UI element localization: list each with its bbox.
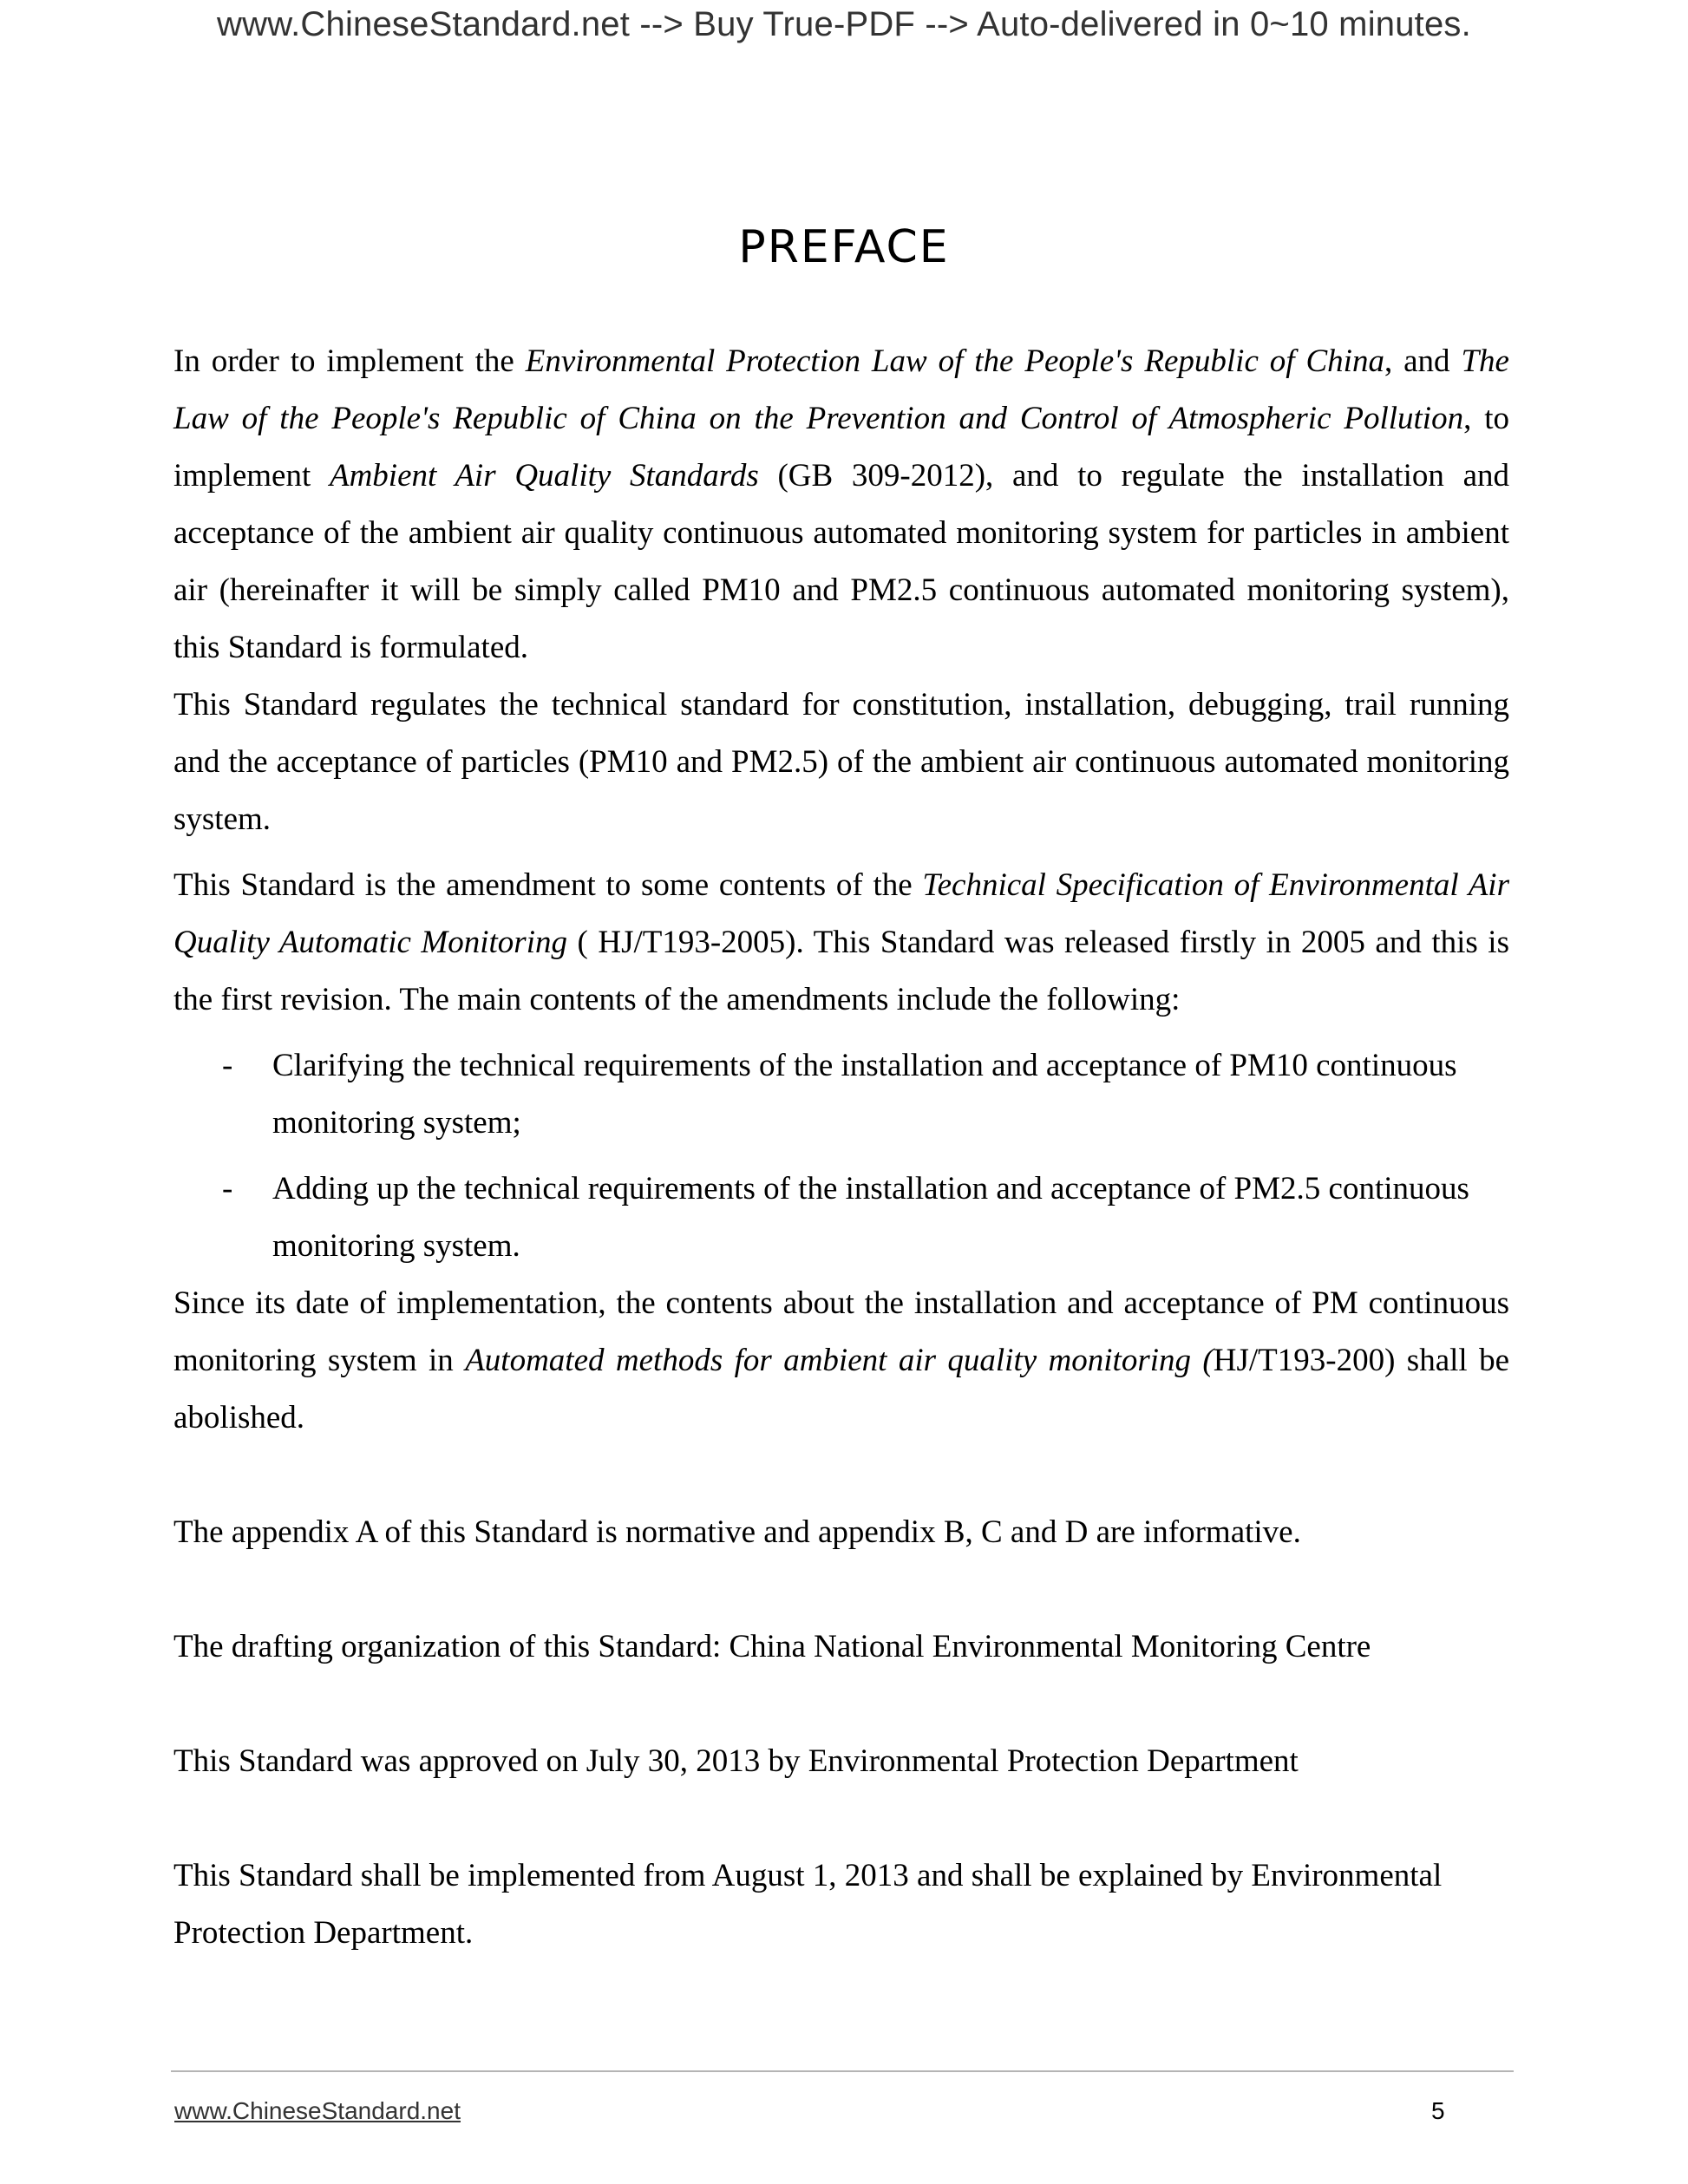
paragraph-amendment [173,857,1509,1029]
top-banner[interactable]: www.ChineseStandard.net --> Buy True-PDF --> Auto-delivered in 0~10 minutes. [217,5,1471,43]
amendment-text-1: This Standard is the amendment to some contents of the [173,867,923,903]
spacer [173,1676,1509,1733]
document-body [173,333,1509,1962]
spacer [173,1447,1509,1504]
standard-title-ambient-air-quality: Ambient Air Quality Standards [329,458,759,494]
methods-title-automated-monitoring: Automated methods for ambient air quality monitoring ( [465,1343,1214,1378]
amendment-text-2: ( HJ/T193-2005). This Standard was released firstly in 2005 and this is the first revision. The main contents of the amendments include the following: [173,925,1509,1017]
purpose-text-4: (GB 309-2012), and to regulate the installation and acceptance of the ambient air quality continuous automated monitoring system for particles in ambient air (hereinafter it will be simply called PM10 and PM2.5 continuous automated monitoring system), this Standard is formulated. [173,458,1509,665]
page-number: 5 [1431,2097,1445,2124]
bullet-dash: - [222,1048,233,1083]
purpose-text-1: In order to implement the [173,343,526,379]
list-item-text: Clarifying the technical requirements of the installation and acceptance of PM10 continuous monitoring system; [272,1048,1457,1141]
law-title-atmospheric-pollution: The Law of the People's Republic of China on the Prevention and Control of Atmospheric Pollution [173,343,1509,436]
spec-title-air-quality-monitoring: Technical Specification of Environmental Air Quality Automatic Monitoring [173,867,1509,960]
paragraph-abolition [173,1275,1509,1447]
spacer [173,1561,1509,1618]
paragraph-drafting-organization: The drafting organization of this Standard: China National Environmental Monitoring Centre [173,1629,1371,1664]
bullet-dash: - [222,1171,233,1206]
paragraph-scope: This Standard regulates the technical standard for constitution, installation, debugging, trail running and the acceptance of particles (PM10 and PM2.5) of the ambient air continuous automated monitoring system. [173,687,1509,837]
law-title-environmental-protection: Environmental Protection Law of the People's Republic of China [525,343,1384,379]
list-item-text: Adding up the technical requirements of the installation and acceptance of PM2.5 continuous monitoring system. [272,1171,1469,1264]
paragraph-approval: This Standard was approved on July 30, 2013 by Environmental Protection Department [173,1743,1299,1779]
spacer [173,1790,1509,1847]
paragraph-appendix: The appendix A of this Standard is normative and appendix B, C and D are informative. [173,1514,1301,1550]
list-item [173,1037,1509,1152]
paragraph-implementation: This Standard shall be implemented from August 1, 2013 and shall be explained by Environmental Protection Department. [173,1858,1443,1951]
list-item [173,1161,1509,1275]
purpose-text-2: , and [1384,343,1462,379]
paragraph-purpose [173,333,1509,677]
abolition-text-2: HJ/T193-200) shall be abolished. [173,1343,1509,1435]
abolition-text-1: Since its date of implementation, the contents about the installation and acceptance of PM continuous monitoring system in [173,1285,1509,1378]
purpose-text-3: , to implement [173,401,1510,494]
footer-link[interactable]: www.ChineseStandard.net [174,2097,461,2124]
page-title: PREFACE [738,221,950,273]
footer-divider [171,2070,1514,2072]
